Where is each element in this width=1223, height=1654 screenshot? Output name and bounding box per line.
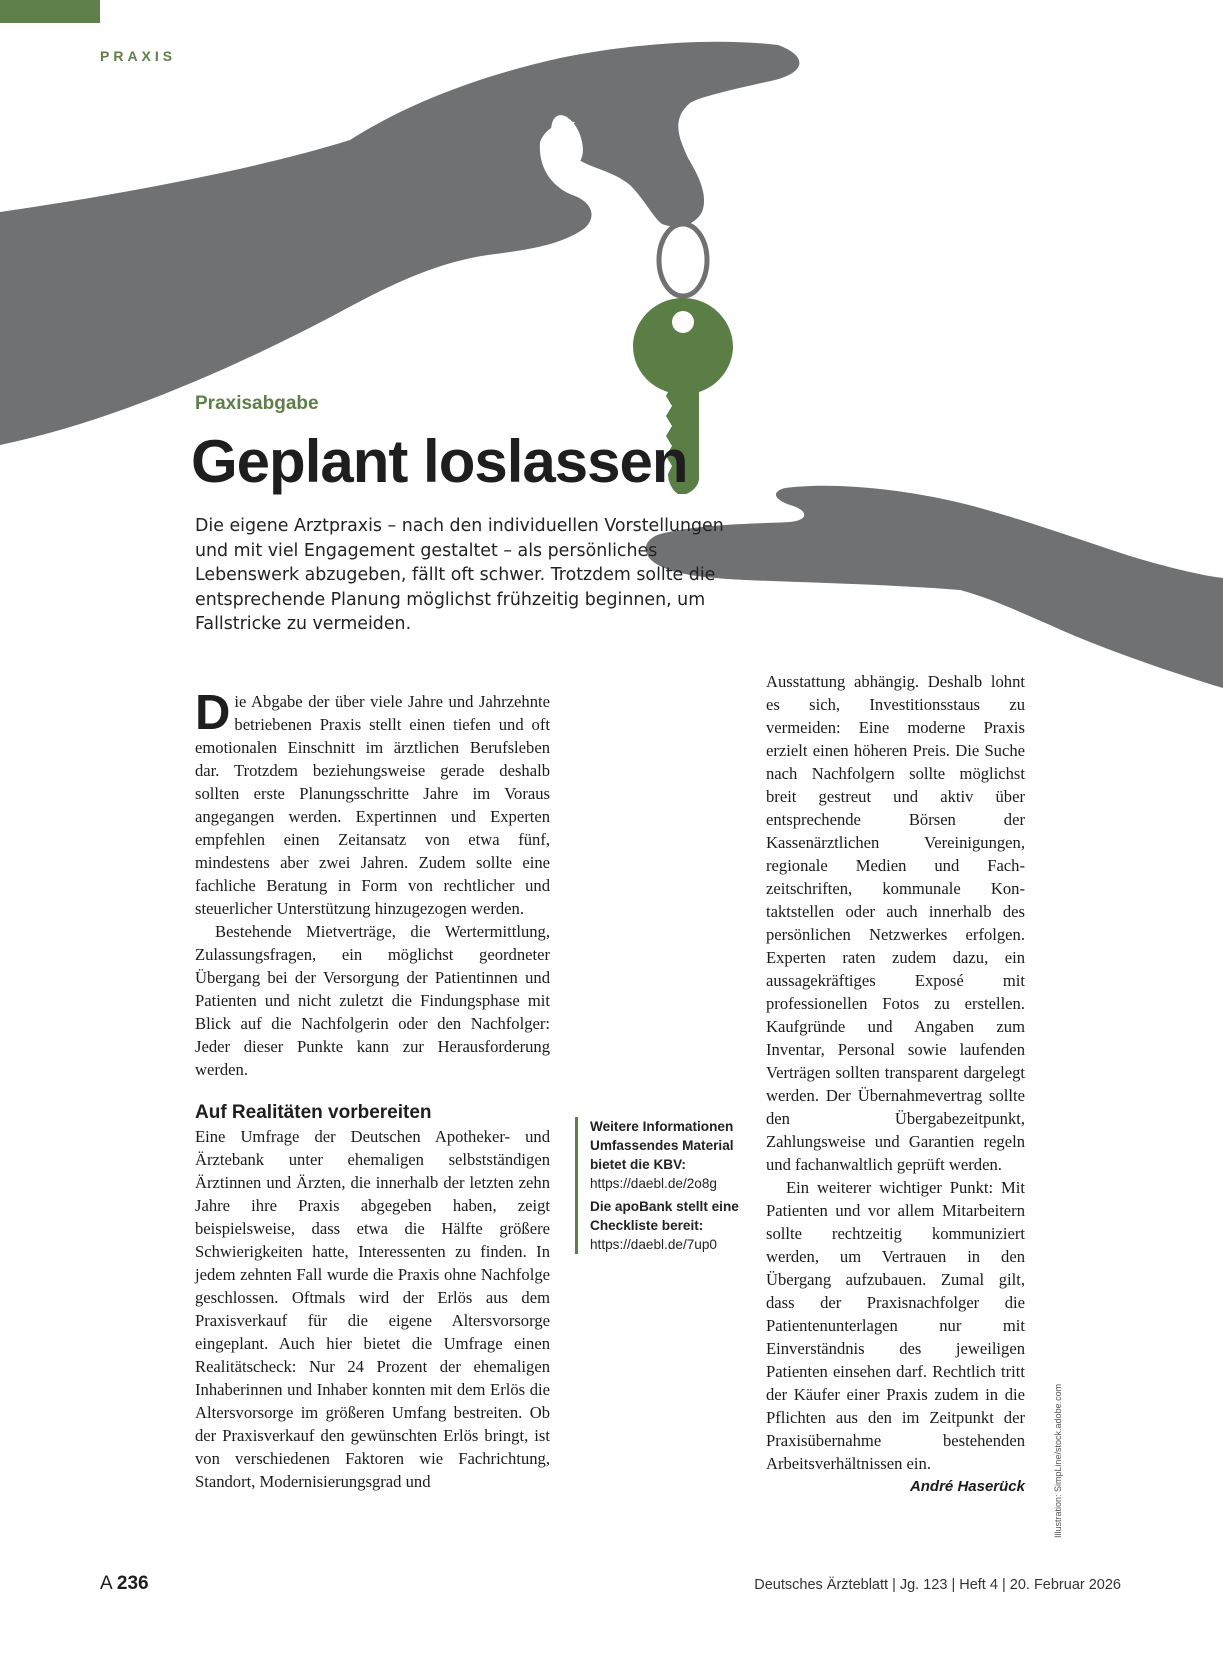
drop-cap: D bbox=[195, 686, 231, 740]
article-kicker: Praxisabgabe bbox=[195, 393, 319, 414]
page-number bbox=[100, 1573, 149, 1595]
key-handover-illustration bbox=[0, 0, 1223, 820]
paragraph-communication bbox=[766, 1176, 1025, 1495]
article-lead: Die eigene Arztpraxis – nach den individuellen Vorstellungen und mit viel Engagement gestaltet – als persönliches Lebenswerk abzugeben, fällt oft schwer. Trotzdem sollte die entsprechende Planung möglichst frühzeitig beginnen, um Fallstricke zu vermeiden. bbox=[195, 516, 724, 635]
info-box-title: Weitere Informationen bbox=[590, 1119, 734, 1134]
illustration-credit: Illustration: SimpLine/stock.adobe.com bbox=[1053, 1383, 1063, 1538]
page-number-value: 236 bbox=[116, 1573, 149, 1594]
section-label: PRAXIS bbox=[100, 48, 177, 64]
article-title: Geplant loslassen bbox=[191, 428, 688, 495]
info-box-apobank-link[interactable]: https://daebl.de/7up0 bbox=[590, 1237, 717, 1252]
article-column-right bbox=[766, 670, 1025, 1498]
page-prefix: A bbox=[100, 1573, 112, 1594]
paragraph-challenges: Bestehende Mietverträge, die Wertermittlung, Zulassungsfragen, ein möglichst geordneter Übergang bei der Versorgung der Patientinnen und Patienten und nicht zuletzt die Findungsphase mit Blick auf die Nachfolgerin oder den Nachfolger: Jeder dieser Punkte kann zur Herausforderung werden. bbox=[195, 922, 550, 1079]
info-box-apobank-text: Die apoBank stellt eine Checkliste bereit: bbox=[590, 1199, 739, 1233]
author-byline: André Haserück bbox=[909, 1478, 1025, 1495]
paragraph-equipment: Ausstattung abhängig. Deshalb lohnt es sich, Investitionsstaus zu vermeiden: Eine moderne Praxis erzielt einen höheren Preis. Die Suche nach Nachfolgern sollte möglichst breit gestreut und aktiv über entsprechende Börsen der Kassenärztlichen Vereinigungen, regionale Medien und Fachzeitschriften, kommunale Kontaktstellen oder auch innerhalb des persönlichen Netzwerkes erfolgen. Experten raten zudem dazu, ein aussagekräftiges Exposé mit professionellen Fotos zu erstellen. Kaufgründe und Angaben zum Inventar, Personal sowie laufenden Verträgen sollten transparent dargelegt werden. Der Übernahmevertrag sollte den Übergabezeitpunkt, Zahlungsweise und Garantien regeln und fachanwaltlich geprüft werden. bbox=[766, 672, 1025, 1174]
paragraph-communication-text: Ein weiterer wichtiger Punkt: Mit Patienten und vor allem Mitarbeitern sollte rechtzeitig kommuniziert werden, um Vertrauen in den Übergang aufzubauen. Zumal gilt, dass der Praxisnachfolger die Patientenunterlagen nur mit Einverständnis des jeweiligen Patienten einsehen darf. Rechtlich tritt der Käufer einer Praxis zudem in die Pflichten aus den im Zeitpunkt der Praxisübernahme bestehenden Arbeitsverhältnissen ein. bbox=[766, 1178, 1025, 1473]
paragraph-survey: Eine Umfrage der Deutschen Apotheker- und Ärztebank unter ehemaligen selbstständigen Ärztinnen und Ärzten, die innerhalb der letzten zehn Jahre ihre Praxis abgegeben haben, zeigt beispielsweise, dass etwa die Hälfte größere Schwierigkeiten hatte, Interessenten zu finden. In jedem zehnten Fall wurde die Praxis ohne Nachfolge geschlossen. Oftmals wird der Erlös aus dem Praxisverkauf für die eigene Altersvorsorge eingeplant. Auch hier bietet die Umfrage einen Realitätscheck: Nur 24 Prozent der ehemaligen Inhaberinnen und Inhaber konnten mit dem Erlös die Altersvorsorge im größeren Umfang bestreiten. Ob der Praxisverkauf den gewünschten Erlös bringt, ist von verschiedenen Faktoren wie Fachrichtung, Standort, Modernisierungsgrad und bbox=[195, 1127, 550, 1491]
info-box-kbv-link[interactable]: https://daebl.de/2o8g bbox=[590, 1176, 717, 1191]
paragraph-intro-text: ie Abgabe der über viele Jahre und Jahrzehnte betriebenen Praxis stellt einen tiefen und oft emotionalen Einschnitt im ärztlichen Berufsleben dar. Trotzdem beziehungsweise gerade deshalb sollten erste Planungsschritte Jahre im Voraus angegangen werden. Expertinnen und Experten empfehlen einen Zeitansatz von etwa fünf, mindestens aber zwei Jahren. Zudem sollte eine fachliche Beratung in Form von rechtlicher und steuerlicher Unterstützung hinzugezogen werden. bbox=[195, 692, 550, 918]
subheading: Auf Realitäten vorbereiten bbox=[195, 1102, 432, 1123]
info-box bbox=[575, 1117, 765, 1254]
info-box-kbv-text: Umfassendes Material bietet die KBV: bbox=[590, 1138, 734, 1172]
paragraph-intro bbox=[195, 686, 550, 920]
article-column-left bbox=[195, 686, 550, 1493]
journal-footer: Deutsches Ärzteblatt | Jg. 123 | Heft 4 | 20. Februar 2026 bbox=[754, 1577, 1121, 1593]
